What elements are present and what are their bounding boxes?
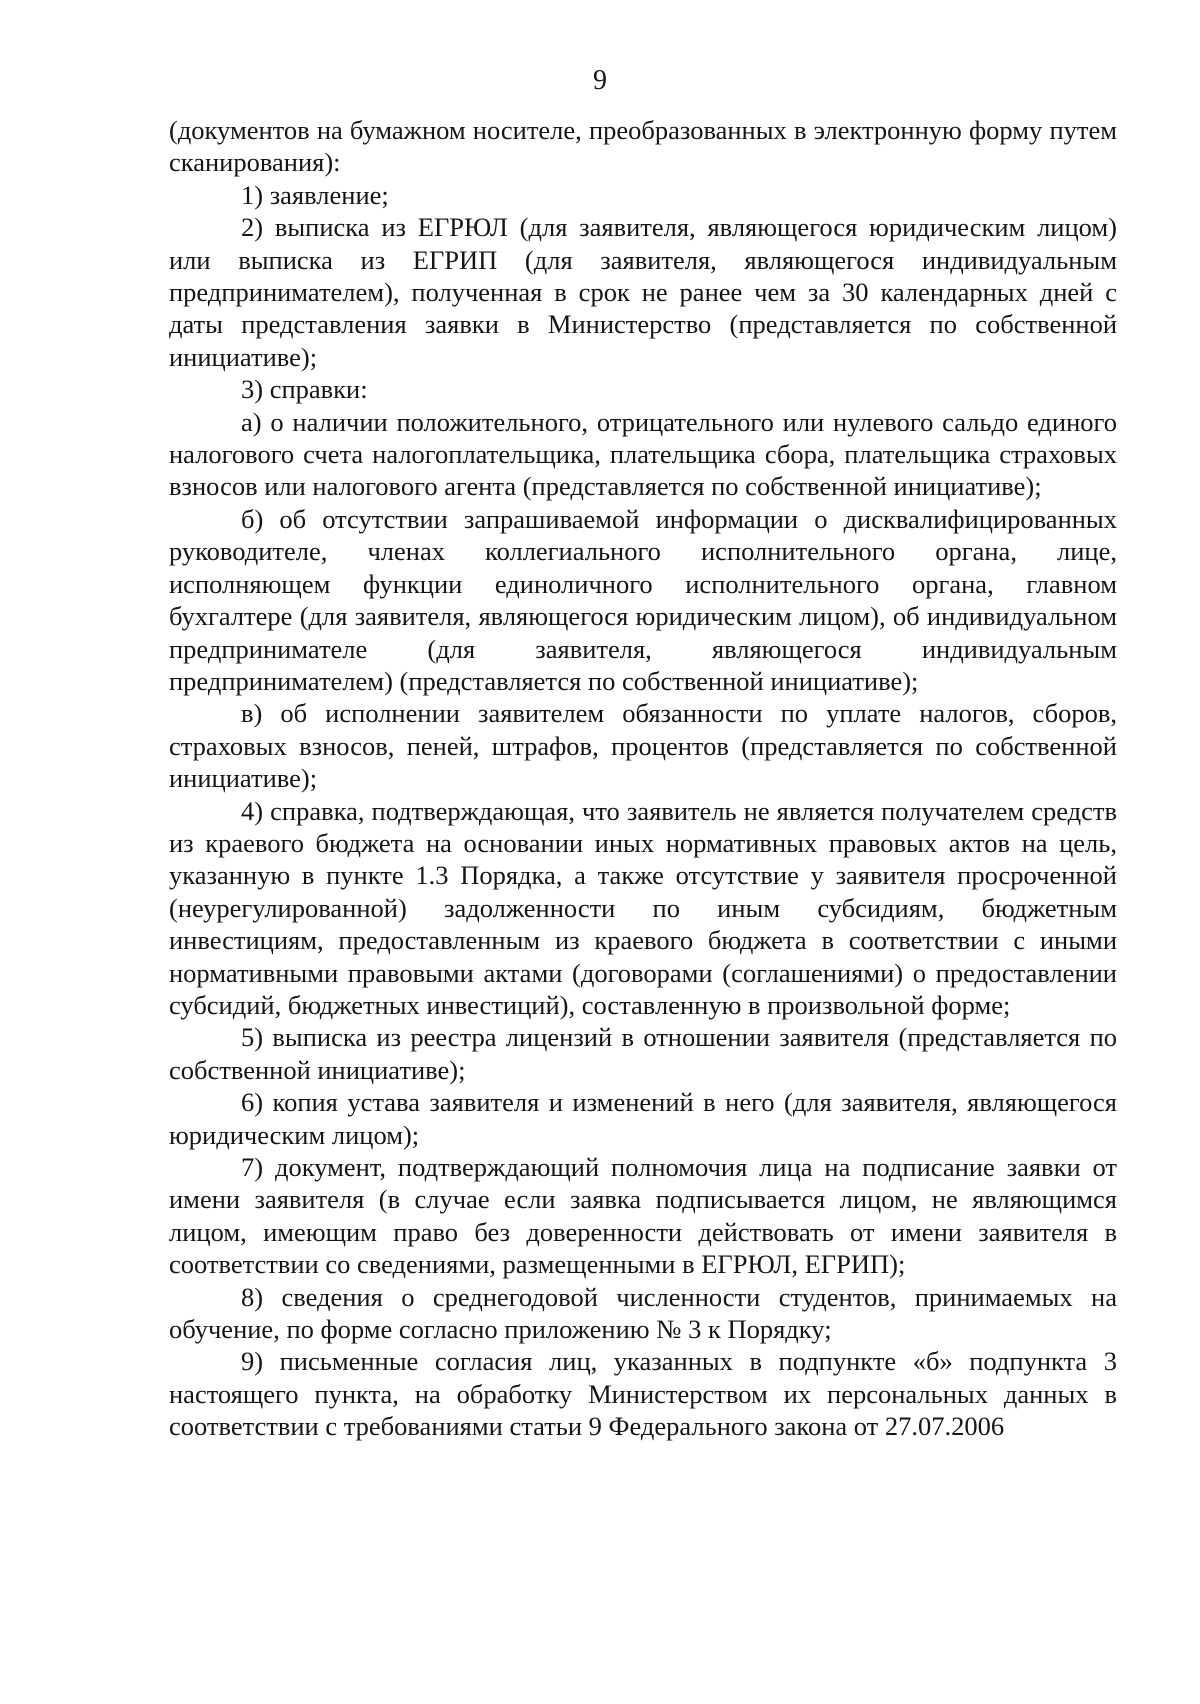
paragraph-item-3b: б) об отсутствии запрашиваемой информации о дисквалифицированных руководителе, членах коллегиального исполнительного органа, лице, исполняющем функции единоличного исполнительного органа, главном бухгалтере (для заявителя, являющегося юридическим лицом), об индивидуальном предпринимателе (для заявителя, являющегося индивидуальным предпринимателем) (представляется по собственной инициативе); bbox=[169, 503, 1117, 696]
page-number: 9 bbox=[593, 65, 607, 96]
paragraph-intro-continuation: (документов на бумажном носителе, преобразованных в электронную форму путем сканирования): bbox=[169, 115, 1117, 178]
paragraph-item-2: 2) выписка из ЕГРЮЛ (для заявителя, являющегося юридическим лицом) или выписка из ЕГРИП (для заявителя, являющегося индивидуальным предпринимателем), полученная в срок не ранее чем за 30 календарных дней с даты представления заявки в Министерство (представляется по собственной инициативе); bbox=[169, 212, 1117, 372]
paragraph-item-7: 7) документ, подтверждающий полномочия лица на подписание заявки от имени заявителя (в случае если заявка подписывается лицом, не являющимся лицом, имеющим право без доверенности действовать от имени заявителя в соответствии со сведениями, размещенными в ЕГРЮЛ, ЕГРИП); bbox=[169, 1152, 1117, 1280]
document-body bbox=[169, 114, 1117, 1443]
paragraph-item-3v: в) об исполнении заявителем обязанности по уплате налогов, сборов, страховых взносов, пеней, штрафов, процентов (представляется по собственной инициативе); bbox=[169, 698, 1117, 794]
paragraph-item-6: 6) копия устава заявителя и изменений в него (для заявителя, являющегося юридическим лицом); bbox=[169, 1087, 1117, 1150]
paragraph-item-5: 5) выписка из реестра лицензий в отношении заявителя (представляется по собственной инициативе); bbox=[169, 1022, 1117, 1085]
paragraph-item-3a: а) о наличии положительного, отрицательного или нулевого сальдо единого налогового счета налогоплательщика, плательщика сбора, плательщика страховых взносов или налогового агента (представляется по собственной инициативе); bbox=[169, 406, 1117, 502]
paragraph-item-8: 8) сведения о среднегодовой численности студентов, принимаемых на обучение, по форме согласно приложению № 3 к Порядку; bbox=[169, 1281, 1117, 1345]
paragraph-item-3: 3) справки: bbox=[241, 374, 368, 405]
paragraph-item-9: 9) письменные согласия лиц, указанных в подпункте «б» подпункта 3 настоящего пункта, на обработку Министерством их персональных данных в соответствии с требованиями статьи 9 Федерального закона от 27.07.2006 bbox=[169, 1346, 1117, 1442]
paragraph-item-1: 1) заявление; bbox=[241, 179, 389, 210]
paragraph-item-4: 4) справка, подтверждающая, что заявитель не является получателем средств из краевого бюджета на основании иных нормативных правовых актов на цель, указанную в пункте 1.3 Порядка, а также отсутствие у заявителя просроченной (неурегулированной) задолженности по иным субсидиям, бюджетным инвестициям, предоставленным из краевого бюджета в соответствии с иными нормативными правовыми актами (договорами (соглашениями) о предоставлении субсидий, бюджетных инвестиций), составленную в произвольной форме; bbox=[169, 795, 1117, 1020]
